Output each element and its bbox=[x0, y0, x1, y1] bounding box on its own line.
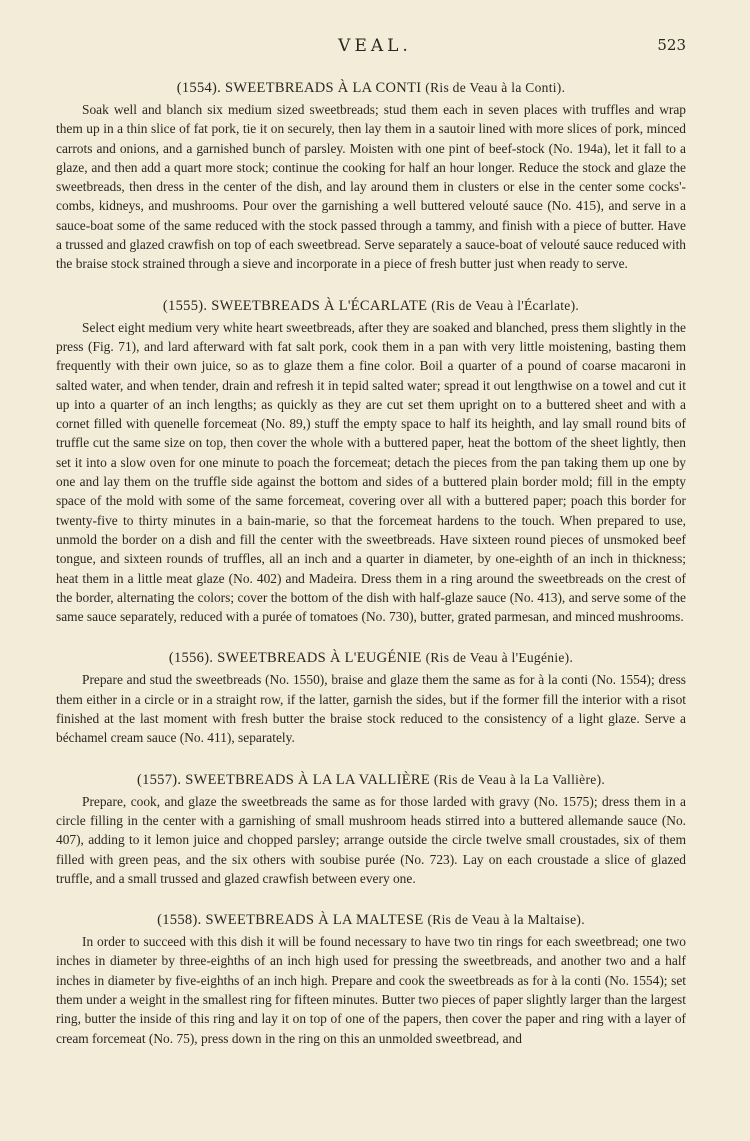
recipe-number: (1557). bbox=[136, 771, 182, 788]
recipe-french-title: (Ris de Veau à la Maltaise). bbox=[427, 912, 585, 928]
recipe-1557 bbox=[56, 772, 686, 888]
recipe-french-title: (Ris de Veau à la La Vallière). bbox=[433, 771, 606, 787]
page-number: 523 bbox=[657, 36, 686, 54]
recipe-french-title: (Ris de Veau à l'Eugénie). bbox=[425, 650, 574, 666]
recipe-body: Select eight medium very white heart sweetbreads, after they are soaked and blanched, press them slightly in the press (Fig. 71), and lard afterward with fat salt pork, cook them in a pan with very little moistening, basting them frequently with their own juice, so as to glaze them a fine color. Boil a quarter of a pound of coarse macaroni in salted water, and when tender, drain and refresh it in tepid salted water; spread it out lengthwise on a towel and cut it up into a quarter of an inch lengths; as quickly as they are cut set them upright on to a buttered sheet and with a cornet filled with quenelle forcemeat (No. 89,) stuff the empty space to half its heighth, and lay small round bits of truffle cut the same size on top, then cover the whole with a buttered paper, heat the bottom of the sheet lightly, then set it into a slow oven for one minute to poach the forcemeat; detach the pieces from the pan taking them up one by one and lay them on the truffle side against the bottom and sides of a buttered plain border mold; fill in the empty space of the mold with some of the same forcemeat, covering over all with a buttered paper; poach this border for twenty-five to thirty minutes in a bain-marie, so that the forcemeat hardens to the touch. When prepared to use, unmold the border on a dish and fill the center with the sweetbreads. Have sixteen round pieces of unsmoked beef tongue, and sixteen rounds of truffles, all an inch and a quarter in diameter, by one-eighth of an inch in thickness; heat them in a little meat glaze (No. 402) and Madeira. Dress them in a ring around the sweetbreads on the crest of the border, alternating the colors; cover the bottom of the dish with half-glaze sauce (No. 413), and serve some of the same sauce separately, reduced with a purée of tomatoes (No. 730), butter, grated parmesan, and minced mushrooms. bbox=[56, 319, 686, 625]
recipe-title: SWEETBREADS À LA MALTESE bbox=[205, 912, 424, 929]
recipe-number: (1555). bbox=[162, 297, 208, 314]
recipe-title: SWEETBREADS À LA LA VALLIÈRE bbox=[185, 771, 430, 788]
recipe-body: In order to succeed with this dish it will be found necessary to have two tin rings for each sweetbread; one two inches in diameter by three-eighths of an inch high used for pressing the sweetbreads, and another two and a half inches in diameter by five-eighths of an inch high. Prepare and cook the sweetbreads as for à la conti (No. 1554); set them under a weight in the smallest ring for fifteen minutes. Butter two pieces of paper slightly larger than the largest ring, butter the inside of this ring and lay it on top of one of the papers, then cover the paper and ring with a layer of cream forcemeat (No. 75), press down in the ring on this an unmolded sweetbread, and bbox=[56, 934, 686, 1046]
page-content bbox=[56, 80, 686, 1072]
running-head-title: VEAL. bbox=[338, 36, 412, 56]
recipe-body: Soak well and blanch six medium sized sweetbreads; stud them each in seven places with truffles and wrap them up in a thin slice of fat pork, tie it on securely, then lay them in a sautoir lined with more slices of pork, minced carrots and onions, and a garnished bunch of parsley. Moisten with one pint of beef-stock (No. 194a), let it fall to a glaze, and then add a quart more stock; continue the cooking for half an hour longer. Reduce the stock and glaze the sweetbreads, then dress in the center of the dish, and lay around them in clusters or else in the center some cocks'-combs, kidneys, and mushrooms. Pour over the garnishing a well buttered velouté sauce (No. 415), and serve in a sauce-boat some of the same reduced with the stock passed through a tammy, and finish with a piece of butter. Have a trussed and glazed crawfish on top of each sweetbread. Serve separately a sauce-boat of velouté sauce reduced with the braise stock strained through a sieve and incorporate in a piece of fresh butter just when ready to serve. bbox=[56, 102, 686, 272]
recipe-number: (1554). bbox=[176, 80, 222, 96]
recipe-french-title: (Ris de Veau à l'Écarlate). bbox=[431, 297, 580, 313]
recipe-1556 bbox=[56, 650, 686, 747]
recipe-heading bbox=[56, 650, 686, 667]
recipe-body: Prepare and stud the sweetbreads (No. 1550), braise and glaze them the same as for à la conti (No. 1554); dress them either in a circle or in a straight row, if the latter, garnish the sides, but if the former fill the interior with a risot finished at the last moment with fresh butter the braise stock reduced to the consistency of a light glaze. Serve a béchamel cream sauce (No. 411), separately. bbox=[56, 672, 686, 746]
recipe-heading bbox=[56, 772, 686, 789]
recipe-heading bbox=[56, 912, 686, 929]
recipe-1555 bbox=[56, 298, 686, 627]
recipe-title: SWEETBREADS À L'ÉCARLATE bbox=[211, 297, 428, 314]
recipe-heading bbox=[56, 298, 686, 315]
recipe-1558 bbox=[56, 912, 686, 1048]
recipe-number: (1556). bbox=[168, 650, 214, 667]
recipe-body: Prepare, cook, and glaze the sweetbreads the same as for those larded with gravy (No. 1575); dress them in a circle filling in the center with a garnishing of small mushroom heads stirred into a buttered allemande sauce (No. 407), adding to it lemon juice and chopped parsley; arrange outside the circle twelve small croustades, six of them filled with green peas, and the six others with soubise purée (No. 723). Lay on each croustade a slice of glazed truffle, and a small trussed and glazed crawfish between every one. bbox=[56, 793, 686, 886]
recipe-french-title: (Ris de Veau à la Conti). bbox=[425, 80, 566, 95]
recipe-heading bbox=[56, 80, 686, 97]
running-head bbox=[0, 36, 750, 58]
recipe-title: SWEETBREADS À LA CONTI bbox=[225, 80, 422, 96]
recipe-number: (1558). bbox=[157, 912, 202, 929]
recipe-title: SWEETBREADS À L'EUGÉNIE bbox=[217, 650, 422, 667]
recipe-1554 bbox=[56, 80, 686, 274]
